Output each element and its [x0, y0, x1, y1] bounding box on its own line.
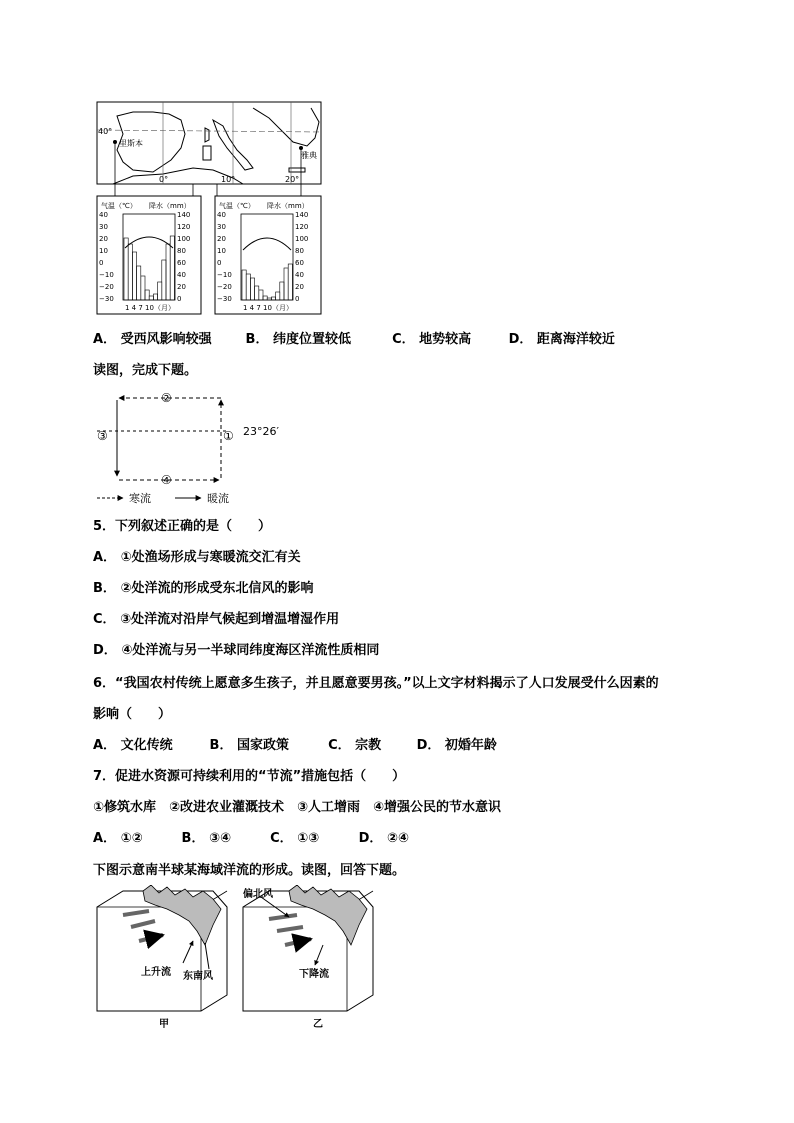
q6-option-d[interactable]: D． 初婚年龄: [416, 738, 497, 753]
q5-stem: 5．下列叙述正确的是（ ）: [93, 519, 272, 534]
read-figure-instruction: 读图，完成下题。: [93, 363, 198, 378]
q7-option-c[interactable]: C． ①③: [270, 831, 320, 846]
month-label: 1 4 7 10（月）: [125, 304, 175, 312]
downwelling-label: 下降流: [299, 969, 329, 980]
q4-option-d[interactable]: D． 距离海洋较近: [508, 332, 615, 347]
q7-stem: 7．促进水资源可持续利用的“节流”措施包括（ ）: [93, 769, 406, 784]
precip-tick-label: 120: [295, 223, 309, 231]
q5-option-c[interactable]: C． ③处洋流对沿岸气候起到增温增湿作用: [93, 612, 340, 627]
q7-option-a[interactable]: A． ①②: [93, 831, 143, 846]
month-label: 1 4 7 10（月）: [243, 304, 293, 312]
temp-tick-label: 30: [217, 223, 226, 231]
block-diagram-left: [97, 885, 227, 1030]
q5-option-d[interactable]: D． ④处洋流与另一半球同纬度海区洋流性质相同: [93, 643, 380, 658]
q4-options: [93, 331, 615, 349]
mark-3: ③: [97, 429, 108, 443]
precip-tick-label: 100: [177, 235, 191, 243]
next-intro: 下图示意南半球某海域洋流的形成。读图，回答下题。: [93, 863, 406, 878]
city-right-label: 雅典: [301, 151, 317, 160]
legend-warm: 暖流: [207, 492, 229, 505]
mark-1: ①: [223, 429, 234, 443]
caption-yi: 乙: [313, 1019, 323, 1030]
temp-tick-label: 10: [99, 247, 108, 255]
precip-tick-label: 0: [295, 295, 300, 303]
q7-items: ①修筑水库 ②改进农业灌溉技术 ③人工增雨 ④增强公民的节水意识: [93, 800, 502, 815]
q7-options: [93, 830, 409, 848]
temp-tick-label: 30: [99, 223, 108, 231]
lon-label-20: 20°: [285, 175, 300, 184]
lisbon-marker: [113, 140, 117, 144]
q6-options: [93, 737, 497, 755]
precip-tick-label: 80: [177, 247, 186, 255]
q7-option-b[interactable]: B． ③④: [181, 831, 231, 846]
q6-stem-line1: 6．“我国农村传统上愿意多生孩子，并且愿意要男孩。”以上文字材料揭示了人口发展受什么因素的: [93, 676, 659, 691]
temp-tick-label: −20: [217, 283, 232, 291]
temp-tick-label: 0: [99, 259, 104, 267]
temp-tick-label: −30: [217, 295, 232, 303]
mark-2: ②: [161, 391, 172, 405]
precip-tick-label: 60: [177, 259, 186, 267]
q4-option-c[interactable]: C． 地势较高: [392, 332, 472, 347]
climate-chart-right: [215, 196, 321, 314]
precip-tick-label: 20: [177, 283, 186, 291]
climate-chart-left: [97, 196, 201, 314]
temp-tick-label: 20: [99, 235, 108, 243]
mark-4: ④: [161, 473, 172, 487]
q6-stem-line2: 影响（ ）: [93, 707, 172, 722]
temp-tick-label: −10: [217, 271, 232, 279]
q6-option-c[interactable]: C． 宗教: [328, 738, 382, 753]
precip-tick-label: 140: [295, 211, 309, 219]
temp-tick-label: −30: [99, 295, 114, 303]
upwelling-label: 上升流: [141, 967, 171, 978]
precip-tick-label: 40: [177, 271, 186, 279]
precip-tick-label: 40: [295, 271, 304, 279]
q5-option-b[interactable]: B． ②处洋流的形成受东北信风的影响: [93, 581, 314, 596]
precip-tick-label: 60: [295, 259, 304, 267]
temp-tick-label: 10: [217, 247, 226, 255]
precip-tick-label: 20: [295, 283, 304, 291]
southeast-wind-label: 东南风: [183, 971, 213, 982]
temp-tick-label: −20: [99, 283, 114, 291]
mediterranean-map-figure: [93, 98, 325, 320]
q6-option-b[interactable]: B． 国家政策: [209, 738, 289, 753]
precip-tick-label: 0: [177, 295, 182, 303]
lon-label-0: 0°: [159, 175, 169, 184]
q4-option-b[interactable]: B． 纬度位置较低: [245, 332, 351, 347]
athens-marker: [299, 146, 303, 150]
ocean-current-diagram: [93, 388, 283, 506]
legend-cold: 寒流: [129, 492, 151, 505]
temp-tick-label: 40: [99, 211, 108, 219]
q6-option-a[interactable]: A． 文化传统: [93, 738, 173, 753]
precip-header: 降水（mm）: [149, 202, 191, 210]
precip-tick-label: 140: [177, 211, 191, 219]
latitude-label: 23°26′: [243, 425, 279, 438]
caption-jia: 甲: [159, 1019, 169, 1030]
north-wind-label: 偏北风: [243, 889, 273, 900]
block-diagram-right: [243, 885, 373, 1030]
temp-header: 气温（℃）: [101, 202, 137, 210]
temp-tick-label: 0: [217, 259, 222, 267]
q4-option-a[interactable]: A． 受西风影响较强: [93, 332, 212, 347]
precip-tick-label: 100: [295, 235, 309, 243]
precip-header: 降水（mm）: [267, 202, 309, 210]
city-left-label: 里斯本: [119, 139, 143, 148]
precip-tick-label: 80: [295, 247, 304, 255]
precip-tick-label: 120: [177, 223, 191, 231]
temp-tick-label: 20: [217, 235, 226, 243]
temp-tick-label: 40: [217, 211, 226, 219]
lon-label-10: 10°: [221, 175, 236, 184]
lat-label: 40°: [98, 127, 113, 136]
temp-tick-label: −10: [99, 271, 114, 279]
q7-option-d[interactable]: D． ②④: [358, 831, 409, 846]
temp-header: 气温（℃）: [219, 202, 255, 210]
q5-option-a[interactable]: A． ①处渔场形成与寒暖流交汇有关: [93, 550, 301, 565]
upwelling-block-diagrams: [93, 885, 393, 1033]
